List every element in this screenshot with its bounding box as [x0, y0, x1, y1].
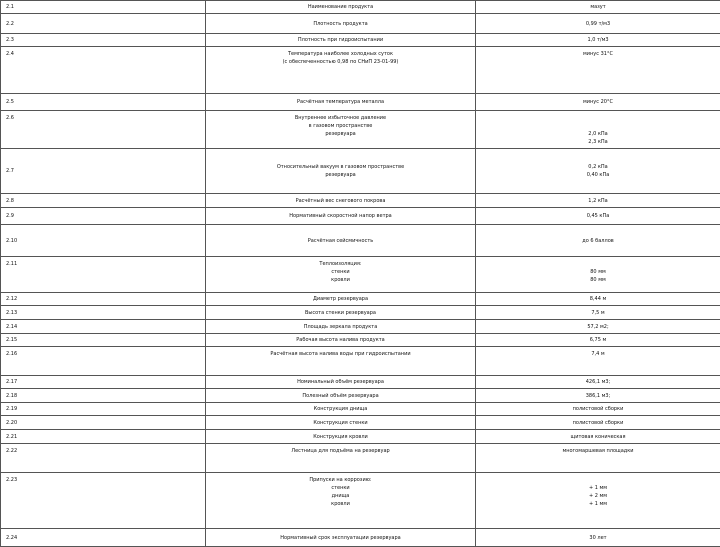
value-line: многомаршевая площадки: [478, 447, 718, 455]
parameter-name: [206, 473, 476, 529]
parameter-line: резервуара: [208, 130, 473, 138]
value-line: до 6 баллов: [478, 237, 718, 245]
table-row: [1, 430, 720, 444]
parameter-value: [476, 34, 720, 47]
value-line: 1,2 кПа: [478, 197, 718, 205]
value-line: минус 20°С: [478, 98, 718, 106]
row-number: 2.13: [1, 306, 206, 320]
parameter-line: Наименование продукта: [208, 3, 473, 11]
parameter-line: Лестница для подъёма на резервуар: [208, 447, 473, 455]
parameter-line: Площадь зеркала продукта: [208, 323, 473, 331]
parameter-name: [206, 403, 476, 416]
parameter-name: [206, 34, 476, 47]
parameter-value: [476, 257, 720, 293]
value-line: [478, 122, 718, 130]
parameter-line: Припуски на коррозию:: [208, 476, 473, 484]
parameter-value: [476, 194, 720, 208]
parameter-line: днища: [208, 492, 473, 500]
parameter-value: [476, 47, 720, 94]
value-line: + 1 мм: [478, 500, 718, 508]
parameter-name: [206, 376, 476, 389]
parameter-value: [476, 293, 720, 306]
row-number: 2.24: [1, 529, 206, 547]
row-number: 2.11: [1, 257, 206, 293]
parameter-value: [476, 94, 720, 111]
parameter-name: [206, 529, 476, 547]
parameter-line: Расчётная сейсмичность: [208, 237, 473, 245]
row-number: 2.8: [1, 194, 206, 208]
parameter-name: [206, 444, 476, 473]
table-row: [1, 47, 720, 94]
parameter-value: [476, 334, 720, 347]
value-line: полистовой сборки: [478, 405, 718, 413]
row-number: 2.16: [1, 347, 206, 376]
parameter-line: кровли: [208, 500, 473, 508]
row-number: 2.19: [1, 403, 206, 416]
table-row: [1, 293, 720, 306]
parameter-line: Номинальный объём резервуара: [208, 378, 473, 386]
table-row: [1, 389, 720, 403]
value-line: щитовая коническая: [478, 433, 718, 441]
row-number: 2.10: [1, 225, 206, 257]
row-number: 2.14: [1, 320, 206, 334]
value-line: 80 мм: [478, 268, 718, 276]
row-number: 2.2: [1, 14, 206, 34]
parameter-value: [476, 347, 720, 376]
parameter-name: [206, 225, 476, 257]
value-line: + 2 мм: [478, 492, 718, 500]
row-number: 2.20: [1, 416, 206, 430]
value-line: 0,2 кПа: [478, 163, 718, 171]
parameter-line: стенки: [208, 484, 473, 492]
parameter-name: [206, 389, 476, 403]
table-row: [1, 257, 720, 293]
table-row: [1, 529, 720, 547]
row-number: 2.21: [1, 430, 206, 444]
parameter-line: Нормативный срок эксплуатации резервуара: [208, 534, 473, 542]
row-number: 2.17: [1, 376, 206, 389]
table-row: [1, 416, 720, 430]
parameter-value: [476, 430, 720, 444]
table-row: [1, 111, 720, 149]
row-number: 2.4: [1, 47, 206, 94]
value-line: 2,0 кПа: [478, 130, 718, 138]
value-line: 0,99 т/м3: [478, 20, 718, 28]
value-line: 80 мм: [478, 276, 718, 284]
row-number: 2.18: [1, 389, 206, 403]
parameter-name: [206, 94, 476, 111]
table-row: [1, 34, 720, 47]
parameter-name: [206, 1, 476, 14]
table-row: [1, 208, 720, 225]
table-row: [1, 94, 720, 111]
parameter-value: [476, 529, 720, 547]
value-line: 30 лет: [478, 534, 718, 542]
parameter-value: [476, 376, 720, 389]
value-line: 1,0 т/м3: [478, 36, 718, 44]
row-number: 2.9: [1, 208, 206, 225]
table-row: [1, 334, 720, 347]
parameter-value: [476, 306, 720, 320]
parameter-name: [206, 320, 476, 334]
parameter-name: [206, 334, 476, 347]
value-line: [478, 114, 718, 122]
table-row: [1, 376, 720, 389]
parameter-name: [206, 47, 476, 94]
table-row: [1, 306, 720, 320]
value-line: [478, 476, 718, 484]
parameter-value: [476, 14, 720, 34]
parameter-name: [206, 416, 476, 430]
parameter-value: [476, 444, 720, 473]
table-row: [1, 473, 720, 529]
row-number: 2.12: [1, 293, 206, 306]
row-number: 2.5: [1, 94, 206, 111]
value-line: [478, 260, 718, 268]
row-number: 2.1: [1, 1, 206, 14]
parameter-line: кровли: [208, 276, 473, 284]
parameter-name: [206, 347, 476, 376]
value-line: 2,3 кПа: [478, 138, 718, 146]
parameter-line: Теплоизоляция:: [208, 260, 473, 268]
value-line: 386,1 м3;: [478, 392, 718, 400]
table-row: [1, 149, 720, 194]
row-number: 2.23: [1, 473, 206, 529]
parameter-line: Расчётный вес снегового покрова: [208, 197, 473, 205]
value-line: 426,1 м3;: [478, 378, 718, 386]
parameter-value: [476, 389, 720, 403]
parameter-line: Температура наиболее холодных суток: [208, 50, 473, 58]
parameter-name: [206, 194, 476, 208]
value-line: 7,4 м: [478, 350, 718, 358]
parameter-name: [206, 149, 476, 194]
row-number: 2.15: [1, 334, 206, 347]
table-row: [1, 1, 720, 14]
parameter-line: Нормативный скоростной напор ветра: [208, 212, 473, 220]
parameter-line: в газовом пространстве: [208, 122, 473, 130]
value-line: 57,2 м2;: [478, 323, 718, 331]
value-line: 0,40 кПа: [478, 171, 718, 179]
table-row: [1, 444, 720, 473]
parameter-name: [206, 293, 476, 306]
parameter-line: Расчётная температура металла: [208, 98, 473, 106]
parameter-value: [476, 208, 720, 225]
value-line: 8,44 м: [478, 295, 718, 303]
parameter-value: [476, 149, 720, 194]
parameter-name: [206, 208, 476, 225]
parameter-name: [206, 430, 476, 444]
value-line: 7,5 м: [478, 309, 718, 317]
row-number: 2.3: [1, 34, 206, 47]
parameter-line: Конструкция кровли: [208, 433, 473, 441]
table-row: [1, 347, 720, 376]
table-row: [1, 194, 720, 208]
value-line: полистовой сборки: [478, 419, 718, 427]
parameter-name: [206, 257, 476, 293]
parameter-line: Конструкция днища: [208, 405, 473, 413]
parameter-line: Относительный вакуум в газовом пространстве: [208, 163, 473, 171]
row-number: 2.6: [1, 111, 206, 149]
table-row: [1, 320, 720, 334]
parameter-line: Диаметр резервуара: [208, 295, 473, 303]
value-line: 6,75 м: [478, 336, 718, 344]
parameter-line: Плотность при гидроиспытании: [208, 36, 473, 44]
parameter-line: стенки: [208, 268, 473, 276]
parameter-value: [476, 416, 720, 430]
row-number: 2.7: [1, 149, 206, 194]
table-row: [1, 225, 720, 257]
value-line: мазут: [478, 3, 718, 11]
parameter-line: Высота стенки резервуара: [208, 309, 473, 317]
parameter-value: [476, 111, 720, 149]
parameter-value: [476, 403, 720, 416]
specification-table-body: [1, 1, 720, 547]
parameter-line: Плотность продукта: [208, 20, 473, 28]
parameter-line: резервуара: [208, 171, 473, 179]
parameter-name: [206, 14, 476, 34]
parameter-name: [206, 306, 476, 320]
parameter-name: [206, 111, 476, 149]
value-line: + 1 мм: [478, 484, 718, 492]
parameter-line: Внутреннее избыточное давление: [208, 114, 473, 122]
value-line: 0,45 кПа: [478, 212, 718, 220]
parameter-line: (с обеспеченностью 0,98 по СНиП 23-01-99): [208, 58, 473, 66]
parameter-value: [476, 225, 720, 257]
parameter-value: [476, 473, 720, 529]
row-number: 2.22: [1, 444, 206, 473]
parameter-line: Конструкция стенки: [208, 419, 473, 427]
parameter-value: [476, 320, 720, 334]
parameter-line: Полезный объём резервуара: [208, 392, 473, 400]
table-row: [1, 14, 720, 34]
table-row: [1, 403, 720, 416]
parameter-line: Рабочая высота налива продукта: [208, 336, 473, 344]
parameter-line: Расчётная высота налива воды при гидроиспытании: [208, 350, 473, 358]
value-line: минус 31°С: [478, 50, 718, 58]
parameter-value: [476, 1, 720, 14]
